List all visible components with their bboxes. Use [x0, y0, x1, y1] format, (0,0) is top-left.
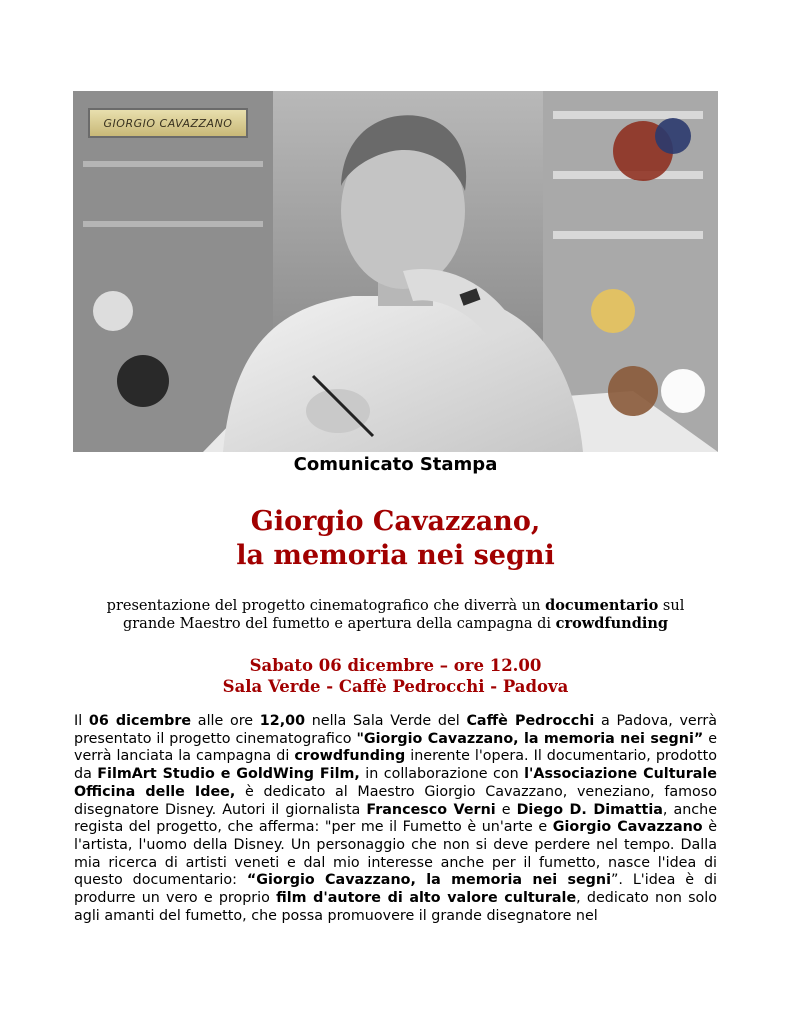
name-plate: GIORGIO CAVAZZANO — [88, 108, 248, 138]
subtitle-bold: documentario — [545, 597, 659, 614]
body-text: a Padova, verrà presentato il progetto cinematografico — [74, 713, 717, 747]
body-bold: Giorgio Cavazzano — [552, 819, 703, 836]
body-text: è l'artista, l'uomo della Disney. Un personaggio che non si deve perdere nel tempo. Dalla mia ricerca di artisti veneti e dal mio interesse anche per il fumetto, nasce l'idea di questo documentario: — [74, 819, 718, 889]
body-bold: Diego D. Dimattia — [516, 801, 663, 818]
body-bold: crowdfunding — [294, 748, 406, 765]
body-text: inerente l'opera. Il documentario, prodotto da — [74, 748, 717, 783]
body-text: , anche regista del progetto, che afferma: "per me il Fumetto è un'arte e — [74, 801, 718, 836]
subtitle-text: sul grande Maestro del fumetto e apertura della campagna di — [122, 598, 685, 632]
body-bold: 06 dicembre — [88, 713, 192, 729]
body-bold: Caffè Pedrocchi — [466, 713, 595, 729]
event-details — [0, 655, 791, 697]
body-text: , dedicato non solo agli amanti del fumetto, che possa promuovere il grande disegnatore nel — [74, 890, 718, 924]
body-text: e verrà lanciata la campagna di — [74, 730, 718, 765]
page-title — [0, 505, 791, 573]
body-bold: 12,00 — [259, 713, 306, 729]
body-bold: Francesco Verni — [366, 801, 496, 818]
subtitle-bold: crowdfunding — [555, 615, 669, 632]
body-text: alle ore — [191, 713, 260, 729]
event-location: Sala Verde - Caffè Pedrocchi - Padova — [222, 677, 569, 696]
body-bold: "Giorgio Cavazzano, la memoria nei segni” — [356, 730, 704, 747]
body-text: è dedicato al Maestro Giorgio Cavazzano, veneziano, famoso disegnatore Disney. Autori il giornalista — [74, 783, 717, 818]
subtitle — [80, 597, 711, 633]
body-bold: FilmArt Studio e GoldWing Film, — [97, 766, 360, 783]
event-date: Sabato 06 dicembre – ore 12.00 — [249, 656, 542, 675]
body-text: ”. L'idea è di produrre un vero e proprio — [74, 872, 717, 907]
press-release-label: Comunicato Stampa — [293, 454, 498, 475]
body-text: Il — [74, 713, 89, 729]
title-line-1: Giorgio Cavazzano, — [250, 506, 541, 537]
body-bold: “Giorgio Cavazzano, la memoria nei segni — [246, 872, 611, 889]
body-paragraph — [74, 713, 717, 925]
body-text: in collaborazione con — [359, 766, 525, 783]
title-line-2: la memoria nei segni — [236, 540, 555, 571]
artist-photo-illustration — [73, 91, 718, 452]
hero-photo — [73, 91, 718, 452]
body-text: e — [495, 801, 517, 818]
body-text: nella Sala Verde del — [305, 713, 467, 729]
subtitle-text: presentazione del progetto cinematografico che diverrà un — [106, 598, 546, 614]
body-bold: l'Associazione Culturale Officina delle Idee, — [74, 766, 717, 800]
body-bold: film d'autore di alto valore culturale — [276, 890, 577, 907]
